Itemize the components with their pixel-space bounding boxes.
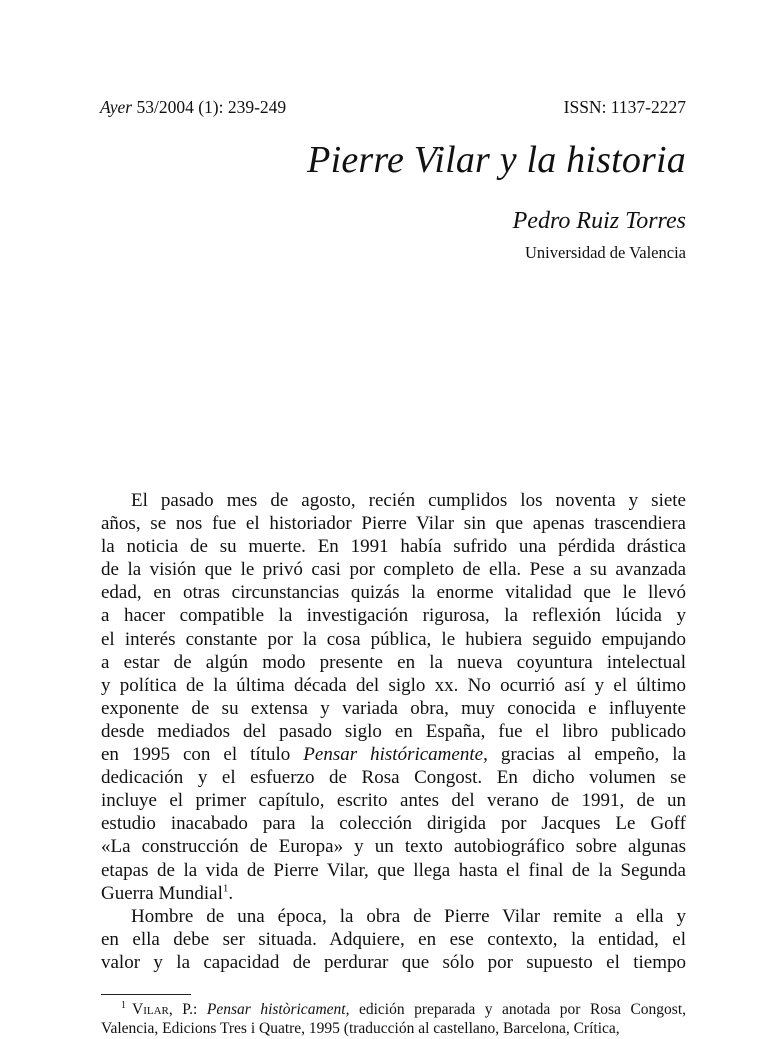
body-line: estudio inacabado para la colección dirigida por Jacques Le Goff xyxy=(101,813,686,835)
body-line: a hacer compatible la investigación rigurosa, la reflexión lúcida y xyxy=(101,605,686,627)
footnote-reference: 1 xyxy=(222,882,229,895)
body-line: edad, en otras circunstancias quizás la enorme vitalidad que le llevó xyxy=(101,582,686,604)
body-line: valor y la capacidad de perdurar que sólo por supuesto el tiempo xyxy=(101,951,686,973)
body-line xyxy=(101,882,686,905)
body-text-segment: Guerra Mundial xyxy=(101,882,223,904)
body-text-segment: en 1995 con el título xyxy=(101,744,291,766)
body-text-segment: , gracias al empeño, la xyxy=(483,744,686,766)
footnote-work: Pensar històricament, xyxy=(206,1001,350,1018)
body-text-segment: . xyxy=(228,882,234,904)
body-line: «La construcción de Europa» y un texto autobiográfico sobre algunas xyxy=(101,836,686,858)
footnote-text: edición preparada y anotada por Rosa Congost, xyxy=(358,1001,687,1018)
journal-name: Ayer xyxy=(100,97,133,117)
running-header xyxy=(100,97,686,121)
article-body xyxy=(101,489,686,974)
body-line: a estar de algún modo presente en la nueva coyuntura intelectual xyxy=(101,651,686,673)
body-line: el interés constante por la cosa pública, le hubiera seguido empujando xyxy=(101,628,686,650)
footnote-author-rest: , P.: xyxy=(168,1001,198,1018)
footnote xyxy=(101,1000,686,1020)
article-title: Pierre Vilar y la historia xyxy=(307,139,686,181)
article-author: Pedro Ruiz Torres xyxy=(512,208,686,234)
body-line: y política de la última década del siglo xx. No ocurrió así y el último xyxy=(101,674,686,696)
journal-citation xyxy=(100,97,286,118)
issn: ISSN: 1137-2227 xyxy=(563,97,686,117)
body-line: incluye el primer capítulo, escrito antes del verano de 1991, de un xyxy=(101,790,686,812)
book-title: Pensar históricamente xyxy=(303,744,484,766)
footnote-number: 1 xyxy=(121,999,126,1011)
body-line: etapas de la vida de Pierre Vilar, que llega hasta el final de la Segunda xyxy=(101,859,686,881)
footnote-author: Vilar xyxy=(132,1001,169,1018)
footnote-divider xyxy=(101,994,191,995)
body-line: exponente de su extensa y variada obra, muy conocida e influyente xyxy=(101,697,686,719)
author-affiliation: Universidad de Valencia xyxy=(525,243,686,262)
body-line: Hombre de una época, la obra de Pierre Vilar remite a ella y xyxy=(131,905,686,927)
body-line: de la visión que le privó casi por completo de ella. Pese a su avanzada xyxy=(101,559,686,581)
body-line: El pasado mes de agosto, recién cumplidos los noventa y siete xyxy=(131,490,686,511)
body-line: en ella debe ser situada. Adquiere, en ese contexto, la entidad, el xyxy=(101,928,686,950)
body-line: dedicación y el esfuerzo de Rosa Congost. En dicho volumen se xyxy=(101,767,686,789)
journal-issue: 53/2004 (1): 239-249 xyxy=(136,97,287,117)
body-line: años, se nos fue el historiador Pierre Vilar sin que apenas trascendiera xyxy=(101,513,686,535)
body-line: desde mediados del pasado siglo en España, fue el libro publicado xyxy=(101,720,686,742)
body-line xyxy=(101,743,686,766)
body-line: la noticia de su muerte. En 1991 había sufrido una pérdida drástica xyxy=(101,536,686,558)
footnote-continuation: Valencia, Edicions Tres i Quatre, 1995 (traducción al castellano, Barcelona, Crítica, xyxy=(101,1020,620,1037)
